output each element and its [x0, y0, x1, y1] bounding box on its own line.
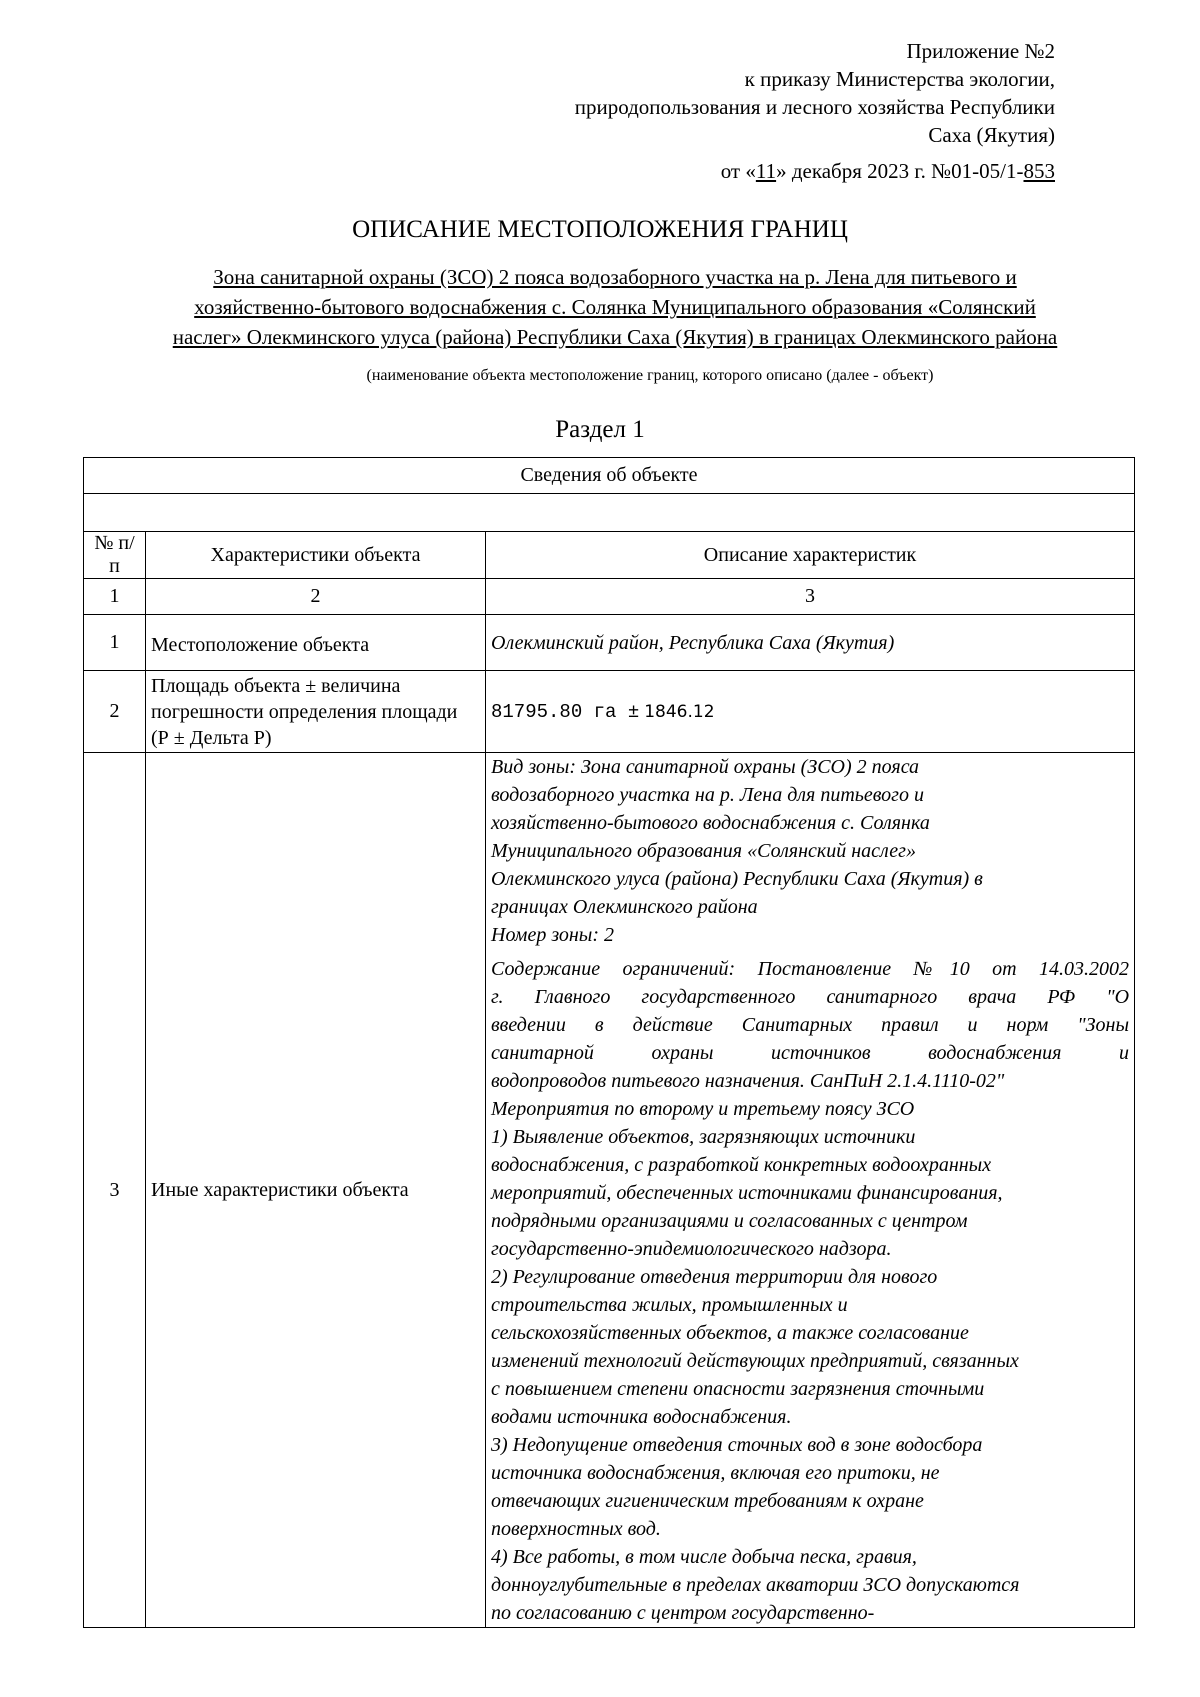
- characteristic-line: погрешности определения площади: [151, 700, 458, 723]
- description-line: Вид зоны: Зона санитарной охраны (ЗСО) 2 пояса: [491, 756, 920, 778]
- object-name-note: (наименование объекта местоположение границ, которого описано (далее - объект): [366, 367, 934, 384]
- table-caption-row: [84, 458, 1135, 494]
- description-line: Номер зоны: 2: [491, 924, 614, 946]
- characteristic-line: (Р ± Дельта Р): [151, 726, 272, 749]
- description-line: границах Олекминского района: [491, 896, 758, 918]
- object-info-table: [83, 457, 1135, 1628]
- order-day: 11: [755, 159, 777, 183]
- description-line: Муниципального образования «Солянский наслег»: [491, 840, 916, 862]
- description-line: Содержание ограничений: Постановление №10 от 14.03.2002: [491, 958, 1130, 980]
- header-characteristic: Характеристики объекта: [146, 532, 486, 579]
- description-line: подрядными организациями и согласованных с центром: [491, 1210, 968, 1232]
- area-value: 81795.80 га ±: [491, 701, 640, 723]
- colnum-1: 1: [84, 579, 146, 615]
- header-description: Описание характеристик: [486, 532, 1135, 579]
- description-line: водозаборного участка на р. Лена для питьевого и: [491, 784, 924, 806]
- object-name-line-2: хозяйственно-бытового водоснабжения с. Солянка Муниципального образования «Солянский: [194, 295, 1036, 319]
- appendix-line-3: природопользования и лесного хозяйства Республики: [574, 95, 1055, 119]
- description-line: водоснабжения, с разработкой конкретных водоохранных: [491, 1154, 992, 1176]
- appendix-line-2: к приказу Министерства экологии,: [744, 67, 1055, 91]
- table-row: [84, 671, 1135, 753]
- description-line: по согласованию с центром государственно-: [491, 1602, 875, 1624]
- description-line: введении в действие Санитарных правил и норм "Зоны: [491, 1014, 1130, 1036]
- row-characteristic: Иные характеристики объекта: [146, 753, 486, 1628]
- table-header-row: [84, 532, 1135, 579]
- row-num: 1: [84, 615, 146, 671]
- order-date-middle: » декабря 2023 г. №01-05/1-: [776, 159, 1024, 183]
- row-characteristic: Местоположение объекта: [146, 615, 486, 671]
- row-description: Олекминский район, Республика Саха (Якутия): [486, 615, 1135, 671]
- description-line: Олекминского улуса (района) Республики Саха (Якутия) в: [491, 868, 983, 890]
- table-empty-row: [84, 494, 1135, 532]
- table-empty-cell: [84, 494, 1135, 532]
- appendix-line-1: Приложение №2: [906, 39, 1055, 63]
- description-line: мероприятий, обеспеченных источниками финансирования,: [491, 1182, 1003, 1204]
- description-line: строительства жилых, промышленных и: [491, 1294, 848, 1316]
- description-line: сельскохозяйственных объектов, а также согласование: [491, 1322, 969, 1344]
- zone-info: [491, 753, 1129, 949]
- description-line: 3) Недопущение отведения сточных вод в зоне водосбора: [491, 1434, 983, 1456]
- row-num: 2: [84, 671, 146, 753]
- restrictions-info: [491, 955, 1129, 1627]
- description-line: водами источника водоснабжения.: [491, 1406, 792, 1428]
- table-row: [84, 753, 1135, 1628]
- row-characteristic: [146, 671, 486, 753]
- characteristic-line: Площадь объекта ± величина: [151, 674, 401, 697]
- table-colnum-row: [84, 579, 1135, 615]
- description-line: 4) Все работы, в том числе добыча песка, гравия,: [491, 1546, 917, 1568]
- description-line: водопроводов питьевого назначения. СанПиН 2.1.4.1110-02": [491, 1070, 1005, 1092]
- header-num: № п/п: [84, 532, 146, 579]
- description-line: донноуглубительные в пределах акватории ЗСО допускаются: [491, 1574, 1020, 1596]
- description-line: 1) Выявление объектов, загрязняющих источники: [491, 1126, 916, 1148]
- object-name-line-1: Зона санитарной охраны (ЗСО) 2 пояса водозаборного участка на р. Лена для питьевого и: [213, 265, 1017, 289]
- object-name: [80, 262, 1150, 352]
- colnum-3: 3: [486, 579, 1135, 615]
- description-line: г. Главного государственного санитарного врача РФ "О: [491, 986, 1130, 1008]
- colnum-2: 2: [146, 579, 486, 615]
- table-row: [84, 615, 1135, 671]
- order-number: 853: [1023, 159, 1055, 183]
- order-date-line: [575, 157, 1055, 185]
- appendix-header: [575, 37, 1055, 185]
- row-num: 3: [84, 753, 146, 1628]
- area-error: 1846.12: [644, 702, 715, 722]
- description-line: источника водоснабжения, включая его притоки, не: [491, 1462, 940, 1484]
- table-caption: Сведения об объекте: [84, 458, 1135, 494]
- description-line: изменений технологий действующих предприятий, связанных: [491, 1350, 1019, 1372]
- description-line: с повышением степени опасности загрязнения сточными: [491, 1378, 985, 1400]
- description-line: Мероприятия по второму и третьему поясу ЗСО: [491, 1098, 915, 1120]
- section-title: Раздел 1: [555, 416, 645, 443]
- order-date-prefix: от «: [720, 159, 756, 183]
- object-name-line-3: наслег» Олекминского улуса (района) Республики Саха (Якутия) в границах Олекминского района: [172, 325, 1058, 349]
- description-line: хозяйственно-бытового водоснабжения с. Солянка: [491, 812, 930, 834]
- description-line: отвечающих гигиеническим требованиям к охране: [491, 1490, 924, 1512]
- other-characteristics-description: [486, 753, 1135, 1628]
- description-line: 2) Регулирование отведения территории для нового: [491, 1266, 938, 1288]
- description-line: государственно-эпидемиологического надзора.: [491, 1238, 892, 1260]
- description-line: санитарной охраны источников водоснабжения и: [491, 1042, 1130, 1064]
- appendix-line-4: Саха (Якутия): [928, 123, 1055, 147]
- document-title: ОПИСАНИЕ МЕСТОПОЛОЖЕНИЯ ГРАНИЦ: [352, 216, 848, 243]
- description-line: поверхностных вод.: [491, 1518, 661, 1540]
- area-cell: [486, 671, 1135, 753]
